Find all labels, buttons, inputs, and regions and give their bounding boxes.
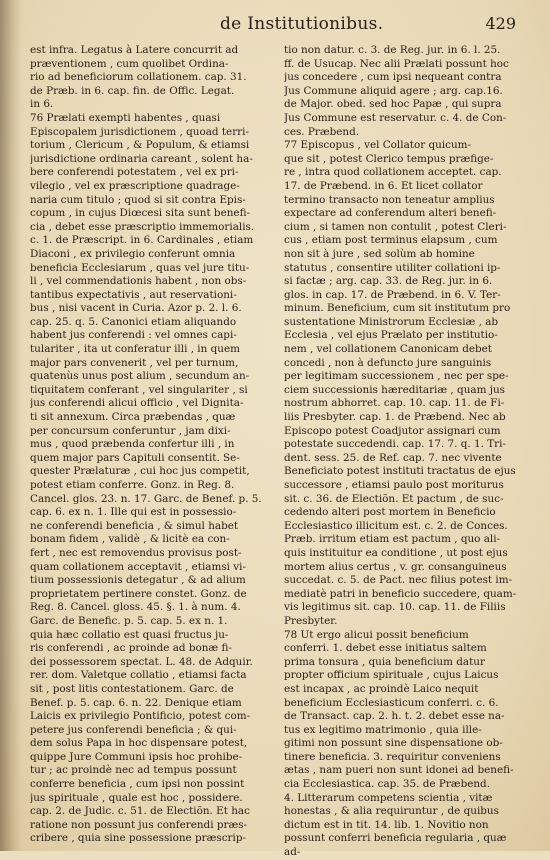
page-number: 429 [485, 14, 516, 33]
text-line: nem , vel collationem Canonicam debet [284, 343, 492, 356]
text-line: honestas , & alia requiruntur , de quibus [284, 805, 499, 818]
text-line: cribere , quia sine possessione præscrip- [30, 832, 246, 845]
text-line: 17. de Præbend. in 6. Et licet collator [284, 179, 483, 192]
text-line: Laicis ex privilegio Pontificio, potest com- [30, 710, 251, 723]
text-line: c. 1. de Præscript. in 6. Cardinales , etiam [30, 234, 254, 247]
text-line: minum. Beneficium, cum sit institutum pro [284, 302, 511, 315]
text-line: de Transact. cap. 2. h. t. 2. debet esse na- [284, 710, 505, 723]
text-line: dent. sess. 25. de Ref. cap. 7. nec vivente [284, 451, 502, 464]
text-line: quia hæc collatio est quasi fructus ju- [30, 628, 229, 641]
page-gutter-shadow [0, 0, 22, 851]
text-line: Beneficiato potest instituti tractatus de ejus [284, 465, 516, 478]
text-line: ratione non possunt jus conferendi præs- [30, 818, 248, 831]
text-line: proprietatem pertinere constet. Gonz. de [30, 587, 247, 600]
right-text-column [284, 44, 516, 860]
text-line: est infra. Legatus à Latere concurrit ad [30, 44, 239, 56]
text-line: ris conferendi , ac proinde ad bonæ fi- [30, 642, 232, 655]
text-line: Garc. de Benefic. p. 5. cap. 5. ex n. 1. [30, 614, 228, 627]
running-head-title: de Institutionibus. [220, 14, 384, 34]
text-line: vilegio , vel ex præscriptione quadrage- [30, 179, 240, 192]
text-line: tus ex legitimo matrimonio , quia ille- [284, 723, 482, 736]
text-line: ne conferendi beneficia , & simul habet [30, 519, 239, 532]
text-line: tinere beneficia. 3. requiritur conveniens [284, 750, 501, 763]
text-line: termino transacto non teneatur amplius [284, 193, 495, 206]
text-line: liis Presbyter. cap. 1. de Præbend. Nec ab [284, 411, 506, 424]
text-line: quippe Jure Communi ipsis hoc prohibe- [30, 750, 243, 763]
text-line: quis instituitur ea conditione , ut post ejus [284, 546, 508, 559]
text-line: ciem successionis hæreditariæ , quam jus [284, 383, 505, 396]
text-line: sit. c. 36. de Electiõn. Et pactum , de suc- [284, 492, 504, 505]
text-line: nostrum abhorret. cap. 10. cap. 11. de Fi- [284, 397, 505, 410]
text-line: Episcopo potest Coadjutor assignari cum [284, 424, 501, 437]
text-line: tantibus expectativis , aut reservationi- [30, 288, 237, 301]
running-head [60, 12, 526, 38]
text-line: potest etiam conferre. Gonz. in Reg. 8. [30, 479, 235, 491]
text-line: cap. 6. ex n. 1. Ille qui est in possessio- [30, 506, 237, 519]
text-line: Ecclesiastico illicitum est. c. 2. de Conces. [284, 519, 508, 532]
text-line: ff. de Usucap. Nec alii Prælati possunt hoc [284, 57, 509, 70]
text-line: torium , Clericum , & Populum, & etiamsi [30, 139, 250, 152]
text-line: cium , si tamen non contulit , potest Cleri- [284, 220, 507, 233]
text-line: Jus Commune est reservatur. c. 4. de Con- [284, 111, 507, 124]
text-line: de Major. obed. sed hoc Papæ , qui supra [284, 98, 502, 111]
text-line: re , intra quod collationem acceptet. cap. [284, 166, 502, 179]
text-line: beneficium Ecclesiasticum conferri. c. 6. [284, 696, 499, 709]
text-line: 77 Episcopus , vel Collator quicum- [284, 139, 472, 152]
text-line: conferre beneficia , cum ipsi non possint [30, 778, 245, 791]
text-line: gitimi non possunt sine dispensatione ob- [284, 737, 503, 750]
text-line: ti sit annexum. Circa præbendas , quæ [30, 411, 236, 424]
text-line: Cancel. glos. 23. n. 17. Garc. de Benef. p. 5. [30, 492, 262, 505]
text-line: mortem alius certus , v. gr. consanguineus [284, 560, 507, 573]
text-line: cap. 25. q. 5. Canonici etiam aliquando [30, 315, 237, 328]
text-line: glos. in cap. 17. de Præbend. in 6. V. Ter- [284, 288, 501, 301]
text-line: jus conferendi alicui officio , vel Dignita- [30, 397, 244, 410]
text-line: Benef. p. 5. cap. 6. n. 22. Denique etiam [30, 696, 242, 709]
text-line: per legitimam successionem , nec per spe- [284, 370, 509, 383]
text-line: copum , in cujus Diœcesi sita sunt benefi- [30, 207, 251, 220]
text-line: prima tonsura , quia beneficium datur [284, 655, 485, 668]
text-line: petere jus conferendi beneficia ; & qui- [30, 723, 237, 736]
text-line: fert , nec est removendus provisus post- [30, 546, 242, 559]
text-line: successore , etiamsi paulo post moriturus [284, 479, 504, 491]
text-line: tur ; ac proindè nec ad tempus possunt [30, 764, 237, 777]
text-line: Diaconi , ex privilegio conferunt omnia [30, 247, 236, 260]
text-line: 76 Prælati exempti habentes , quasi [30, 111, 221, 124]
text-line: cia , debet esse præscriptio immemorialis. [30, 220, 255, 233]
text-line: jus spirituale , quale est hoc , possidere. [30, 791, 243, 804]
text-line: naria cum titulo ; quod si sit contra Epis- [30, 193, 246, 206]
text-line: est incapax , ac proindè Laico nequit [284, 682, 479, 695]
text-line: de Præb. in 6. cap. fin. de Offic. Legat. [30, 84, 235, 97]
text-line: tium possessionis detegatur , & ad alium [30, 574, 246, 587]
text-line: Jus Commune aliquid agere ; arg. cap.16. [284, 84, 503, 97]
text-line: jurisdictione ordinaria careant , solent ha- [30, 152, 253, 165]
text-line: beneficia Ecclesiarum , quas vel jure titu- [30, 261, 250, 274]
text-line: dictum est in tit. 14. lib. 1. Novitio non [284, 818, 489, 831]
text-line: que sit , potest Clerico tempus præfige- [284, 152, 494, 165]
text-line: quatenùs unus post alium , secundum an- [30, 370, 250, 383]
text-line: præventionem , cum quolibet Ordina- [30, 57, 229, 70]
text-line: mus , quod præbenda confertur illi , in [30, 438, 235, 451]
text-line: Præb. irritum etiam est pactum , quo ali- [284, 533, 501, 546]
text-line: cus , etiam post terminus elapsum , cum [284, 234, 498, 247]
text-line: succedat. c. 5. de Pact. nec filius potest im- [284, 574, 513, 587]
text-line: si factæ ; arg. cap. 33. de Reg. jur. in 6. [284, 275, 493, 288]
text-line: tiquitatem conferant , vel singulariter , si [30, 383, 248, 396]
text-line: quam collationem acceptavit , etiamsi vi- [30, 560, 247, 573]
text-line: bonam fidem , validè , & licitè ea con- [30, 533, 230, 546]
text-line: 4. Litterarum competens scientia , vitæ [284, 791, 493, 804]
text-line: ad- [284, 846, 301, 859]
text-line: bere conferendi potestatem , vel ex pri- [30, 166, 239, 179]
text-line: tulariter , ita ut conferatur illi , in quem [30, 343, 240, 356]
text-line: potestate succedendi. cap. 17. 7. q. 1. Tri- [284, 438, 506, 451]
text-line: major pars convenerit , vel per turnum, [30, 356, 239, 369]
text-line: propter officium spirituale , cujus Laicus [284, 669, 499, 682]
text-line: cia Ecclesiastica. cap. 35. de Præbend. [284, 778, 491, 791]
text-line: cap. 2. de Judic. c. 51. de Electiõn. Et hac [30, 805, 250, 818]
left-text-column [30, 44, 262, 846]
text-line: quester Prælaturæ , cui hoc jus competit, [30, 465, 250, 478]
text-line: li , vel commendationis habent , non obs- [30, 275, 247, 288]
text-line: 78 Ut ergo alicui possit beneficium [284, 628, 469, 641]
text-line: ætas , nam pueri non sunt idonei ad benefi- [284, 764, 514, 777]
text-line: jus concedere , cum ipsi nequeant contra [284, 71, 502, 84]
text-line: Reg. 8. Cancel. gloss. 45. §. 1. à num. 4. [30, 601, 241, 614]
text-line: ces. Præbend. [284, 125, 360, 138]
text-line: vis legitimus sit. cap. 10. cap. 11. de Filiis [284, 601, 506, 614]
text-line: mediatè patri in beneficio succedere, quam- [284, 587, 516, 600]
text-line: Ecclesia , vel ejus Prælato per institutio- [284, 329, 498, 342]
text-line: sustentatione Ministrorum Ecclesiæ , ab [284, 315, 499, 328]
text-line: rio ad beneficiorum collationem. cap. 31. [30, 71, 247, 84]
text-line: expectare ad conferendum alteri benefi- [284, 207, 497, 220]
text-line: habent jus conferendi : vel omnes capi- [30, 329, 237, 342]
text-line: non sit à jure , sed solùm ab homine [284, 247, 475, 260]
text-line: conferri. 1. debet esse initiatus saltem [284, 642, 487, 655]
text-line: dei possessorem spectat. L. 48. de Adquir. [30, 655, 253, 668]
text-line: per concursum conferuntur , jam dixi- [30, 424, 231, 437]
text-line: dem solus Papa in hoc dispensare potest, [30, 737, 248, 750]
text-line: sit , post litis contestationem. Garc. de [30, 682, 234, 695]
text-line: concedi , non à defuncto jure sanguinis [284, 356, 492, 369]
text-line: rer. dom. Valetque collatio , etiamsi facta [30, 669, 247, 682]
text-line: in 6. [30, 98, 54, 111]
text-line: quem major pars Capituli consentit. Se- [30, 451, 240, 464]
text-line: Episcopalem jurisdictionem , quoad terri- [30, 125, 249, 138]
text-line: statutus , consentire utiliter collationi ip- [284, 261, 501, 274]
text-line: tio non datur. c. 3. de Reg. jur. in 6. l. 25. [284, 44, 501, 56]
text-line: Presbyter. [284, 614, 338, 627]
text-line: cedendo alteri post mortem in Beneficio [284, 506, 496, 519]
text-line: bus , nisi vacent in Curia. Azor p. 2. l. 6. [30, 302, 242, 315]
text-line: possunt conferri beneficia regularia , quæ [284, 832, 507, 845]
